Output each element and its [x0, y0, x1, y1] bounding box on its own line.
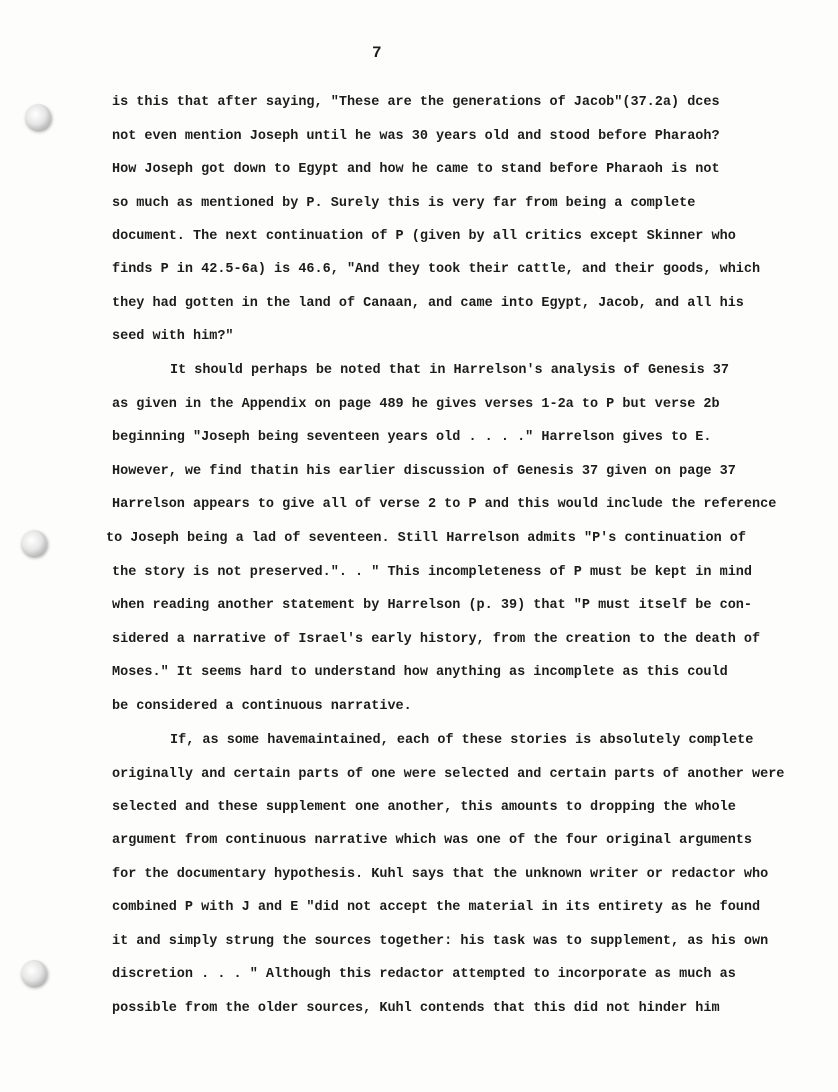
text-line: they had gotten in the land of Canaan, and came into Egypt, Jacob, and all his [112, 296, 744, 311]
text-line: How Joseph got down to Egypt and how he came to stand before Pharaoh is not [112, 162, 720, 177]
text-line: combined P with J and E "did not accept the material in its entirety as he found [112, 900, 761, 915]
text-line: possible from the older sources, Kuhl contends that this did not hinder him [112, 1001, 720, 1016]
text-line: be considered a continuous narrative. [112, 699, 412, 714]
text-line: sidered a narrative of Israel's early history, from the creation to the death of [112, 632, 761, 647]
text-line: to Joseph being a lad of seventeen. Still Harrelson admits "P's continuation of [106, 531, 747, 546]
text-line: discretion . . . " Although this redactor attempted to incorporate as much as [112, 967, 736, 982]
text-line: selected and these supplement one another, this amounts to dropping the whole [112, 800, 736, 815]
text-line: It should perhaps be noted that in Harrelson's analysis of Genesis 37 [170, 363, 729, 378]
text-line: However, we find thatin his earlier discussion of Genesis 37 given on page 37 [112, 464, 736, 479]
text-line: seed with him?" [112, 329, 234, 344]
text-line: originally and certain parts of one were selected and certain parts of another were [112, 767, 785, 782]
text-line: finds P in 42.5-6a) is 46.6, "And they took their cattle, and their goods, which [112, 262, 761, 277]
text-line: for the documentary hypothesis. Kuhl says that the unknown writer or redactor who [112, 867, 769, 882]
text-line: Moses." It seems hard to understand how anything as incomplete as this could [112, 665, 728, 680]
page-number: 7 [372, 44, 382, 62]
text-line: beginning "Joseph being seventeen years old . . . ." Harrelson gives to E. [112, 430, 712, 445]
punch-hole [21, 960, 47, 986]
text-line: If, as some havemaintained, each of these stories is absolutely complete [170, 733, 754, 748]
text-line: Harrelson appears to give all of verse 2 to P and this would include the reference [112, 497, 777, 512]
text-line: argument from continuous narrative which was one of the four original arguments [112, 833, 753, 848]
text-line: document. The next continuation of P (given by all critics except Skinner who [112, 229, 736, 244]
text-line: the story is not preserved.". . " This incompleteness of P must be kept in mind [112, 565, 753, 580]
text-line: so much as mentioned by P. Surely this is very far from being a complete [112, 196, 696, 211]
punch-hole [21, 530, 47, 556]
text-line: when reading another statement by Harrelson (p. 39) that "P must itself be con- [112, 598, 753, 613]
text-line: it and simply strung the sources together: his task was to supplement, as his own [112, 934, 769, 949]
text-line: is this that after saying, "These are the generations of Jacob"(37.2a) dces [112, 95, 720, 110]
punch-hole [25, 104, 51, 130]
text-line: as given in the Appendix on page 489 he gives verses 1-2a to P but verse 2b [112, 397, 720, 412]
text-line: not even mention Joseph until he was 30 years old and stood before Pharaoh? [112, 129, 720, 144]
